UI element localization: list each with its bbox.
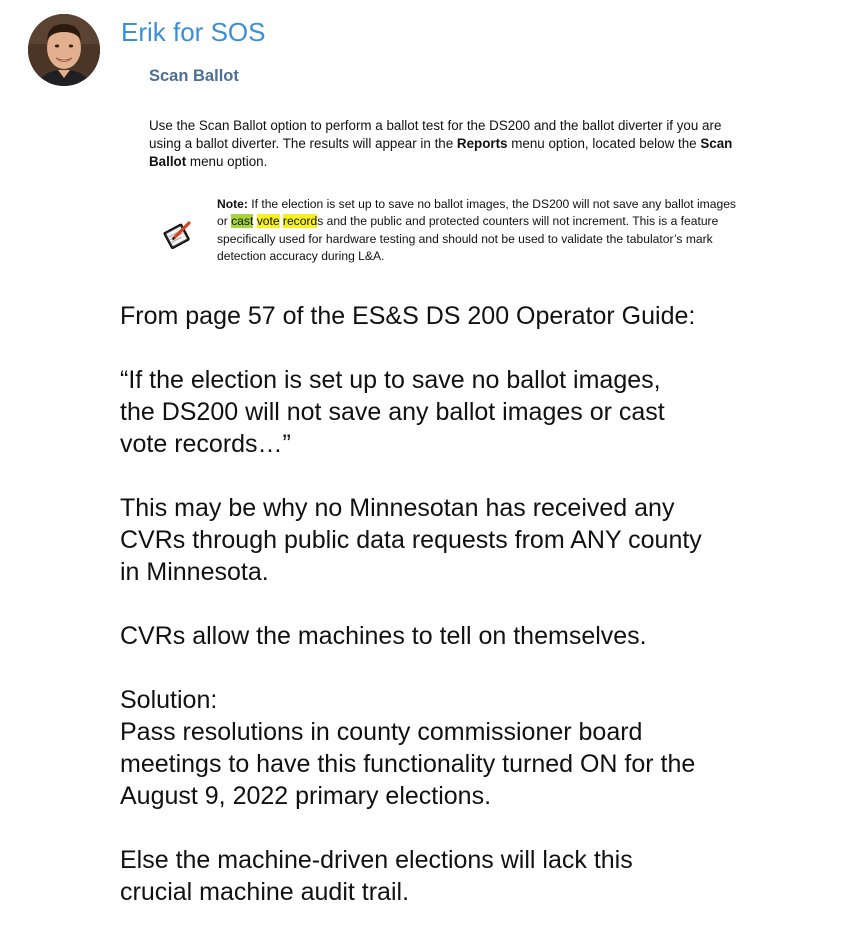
- doc-note-label: Note:: [217, 197, 248, 211]
- highlight-vote: vote: [256, 214, 280, 229]
- doc-note: [217, 196, 737, 265]
- message-paragraph: CVRs allow the machines to tell on themselves.: [120, 622, 647, 650]
- message-paragraph: Else the machine-driven elections will lack this crucial machine audit trail.: [120, 846, 633, 906]
- doc-para-scan-ballot: Scan Ballot: [149, 136, 733, 170]
- doc-heading: Scan Ballot: [149, 67, 239, 85]
- message-paragraph: “If the election is set up to save no ballot images, the DS200 will not save any ballot images or cast vote records…”: [120, 366, 665, 458]
- doc-paragraph: [149, 117, 739, 172]
- notepad-pen-icon: [160, 218, 194, 252]
- doc-note-text-1: If the election is set up to save no ballot images, the DS200 will not save any ballot images or: [217, 197, 736, 229]
- doc-para-reports: Reports: [456, 136, 508, 152]
- sender-name[interactable]: Erik for SOS: [121, 17, 266, 47]
- doc-para-text-1: Use the Scan Ballot option to perform a ballot test for the DS200 and the ballot diverter if you are using a ballot diverter. The results will appear in the: [149, 118, 722, 152]
- message-text: [120, 300, 820, 940]
- doc-note-text-2: s and the public and protected counters will not increment. This is a feature specifically used for hardware testing and should not be used to validate the tabulator’s mark detection accuracy during L&A.: [217, 214, 719, 263]
- highlight-record: record: [282, 214, 318, 229]
- message-paragraph: Solution: Pass resolutions in county commissioner board meetings to have this functionality turned ON for the August 9, 2022 primary elections.: [120, 686, 696, 810]
- doc-para-text-2: menu option, located below the: [507, 136, 701, 152]
- doc-para-text-3: menu option.: [186, 154, 268, 170]
- message-paragraph: This may be why no Minnesotan has received any CVRs through public data requests from ANY county in Minnesota.: [120, 494, 702, 586]
- message-paragraph: From page 57 of the ES&S DS 200 Operator Guide:: [120, 302, 696, 330]
- highlight-cast: cast: [231, 214, 254, 229]
- avatar[interactable]: [28, 14, 100, 86]
- document-screenshot-image[interactable]: [120, 58, 760, 276]
